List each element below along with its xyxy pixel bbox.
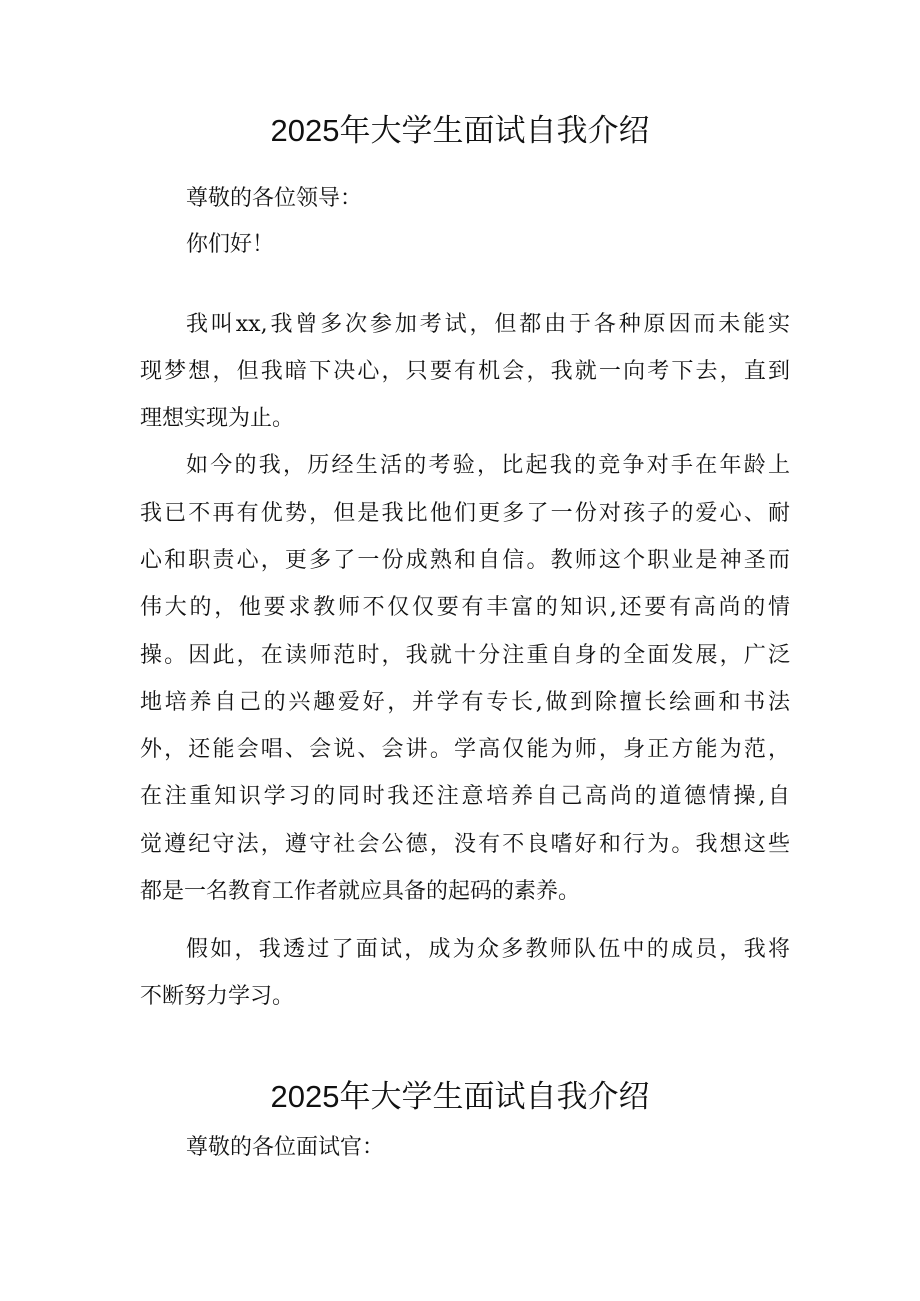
text-line: 现梦想，但我暗下决心，只要有机会，我就一向考下去，直到 xyxy=(140,359,790,384)
greeting: 你们好！ xyxy=(186,232,275,257)
salutation: 尊敬的各位领导： xyxy=(186,186,363,211)
text-line: 觉遵纪守法，遵守社会公德，没有不良嗜好和行为。我想这些 xyxy=(140,832,790,857)
text-line: 理想实现为止。 xyxy=(140,406,295,431)
document-title-2: 2025年大学生面试自我介绍 xyxy=(270,1079,650,1114)
text-line: 我叫xx,我曾多次参加考试，但都由于各种原因而未能实 xyxy=(186,312,790,337)
text-line: 操。因此，在读师范时，我就十分注重自身的全面发展，广泛 xyxy=(140,643,790,668)
text-line: 地培养自己的兴趣爱好，并学有专长,做到除擅长绘画和书法 xyxy=(140,690,790,715)
text-line: 不断努力学习。 xyxy=(140,984,295,1009)
salutation-2: 尊敬的各位面试官： xyxy=(186,1135,385,1160)
document-title: 2025年大学生面试自我介绍 xyxy=(270,113,650,148)
text-line: 我已不再有优势，但是我比他们更多了一份对孩子的爱心、耐 xyxy=(140,501,790,526)
text-line: 心和职责心，更多了一份成熟和自信。教师这个职业是神圣而 xyxy=(140,548,790,573)
text-line: 如今的我，历经生活的考验，比起我的竞争对手在年龄上 xyxy=(186,453,790,478)
text-line: 伟大的，他要求教师不仅仅要有丰富的知识,还要有高尚的情 xyxy=(140,595,790,620)
text-line: 假如，我透过了面试，成为众多教师队伍中的成员，我将 xyxy=(186,937,790,962)
text-line: 都是一名教育工作者就应具备的起码的素养。 xyxy=(140,879,581,904)
text-line: 外，还能会唱、会说、会讲。学高仅能为师，身正方能为范， xyxy=(140,737,790,762)
text-line: 在注重知识学习的同时我还注意培养自己高尚的道德情操,自 xyxy=(140,784,790,809)
